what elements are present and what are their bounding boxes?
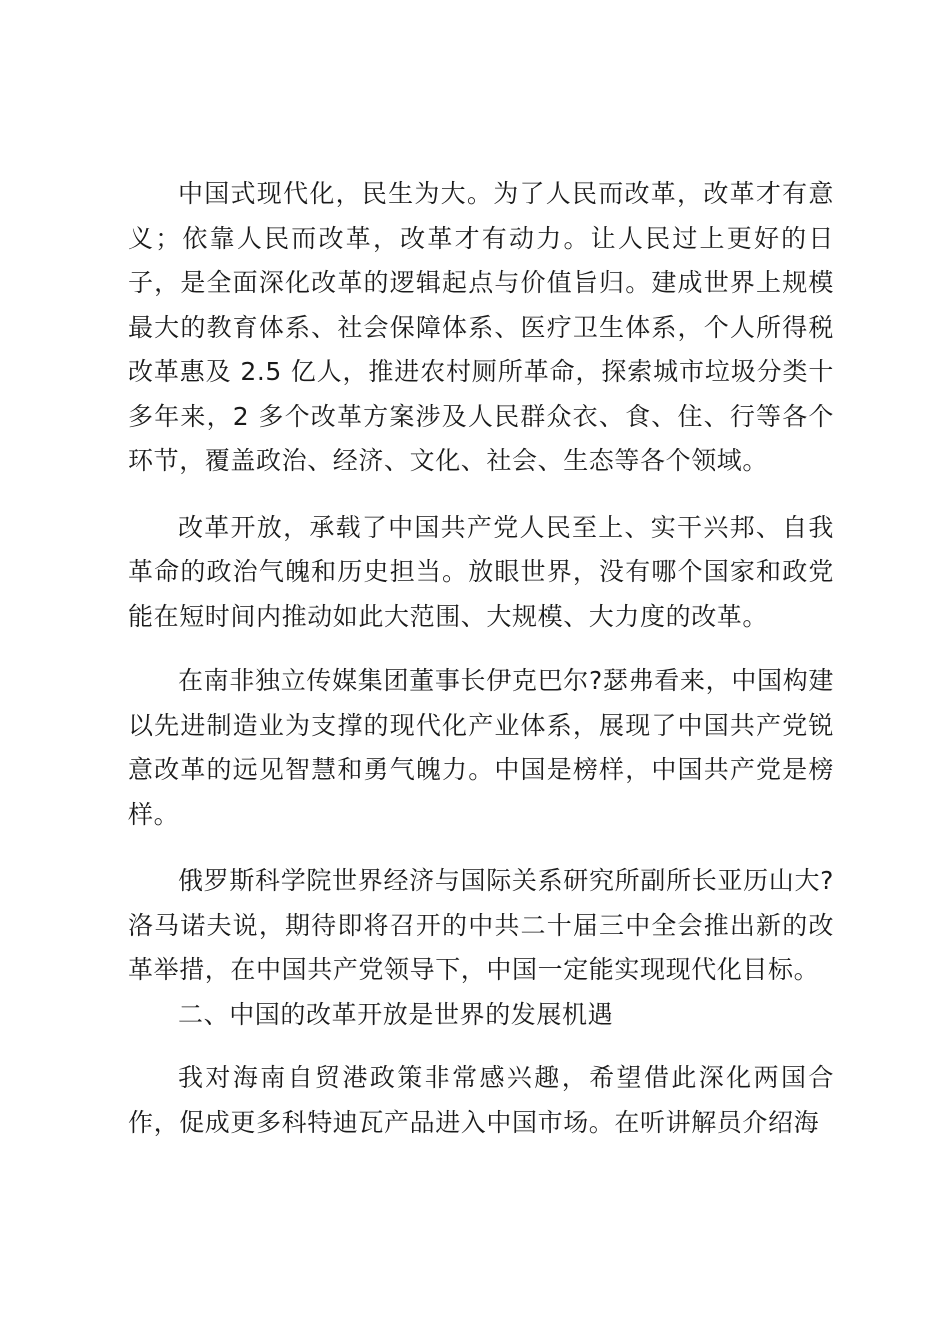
paragraph-south-africa-quote: 在南非独立传媒集团董事长伊克巴尔?瑟弗看来，中国构建以先进制造业为支撑的现代化产业体系，展现了中国共产党锐意改革的远见智慧和勇气魄力。中国是榜样，中国共产党是榜样。 [128, 666, 834, 829]
paragraph-hainan: 我对海南自贸港政策非常感兴趣，希望借此深化两国合作，促成更多科特迪瓦产品进入中国市场。在听讲解员介绍海 [128, 1063, 834, 1137]
paragraph-livelihood: 中国式现代化，民生为大。为了人民而改革，改革才有意义；依靠人民而改革，改革才有动力。让人民过上更好的日子，是全面深化改革的逻辑起点与价值旨归。建成世界上规模最大的教育体系、社会保障体系、医疗卫生体系，个人所得税改革惠及 2.5 亿人，推进农村厕所革命，探索城市垃圾分类十多年来，2 多个改革方案涉及人民群众衣、食、住、行等各个环节，覆盖政治、经济、文化、社会、生态等各个领域。 [128, 179, 834, 475]
paragraph-reform-opening: 改革开放，承载了中国共产党人民至上、实干兴邦、自我革命的政治气魄和历史担当。放眼世界，没有哪个国家和政党能在短时间内推动如此大范围、大规模、大力度的改革。 [128, 512, 834, 631]
paragraph-russia-quote: 俄罗斯科学院世界经济与国际关系研究所副所长亚历山大?洛马诺夫说，期待即将召开的中共二十届三中全会推出新的改革举措，在中国共产党领导下，中国一定能实现现代化目标。 [128, 866, 834, 984]
document-body [128, 172, 834, 1145]
section-heading: 二、中国的改革开放是世界的发展机遇 [178, 999, 614, 1029]
